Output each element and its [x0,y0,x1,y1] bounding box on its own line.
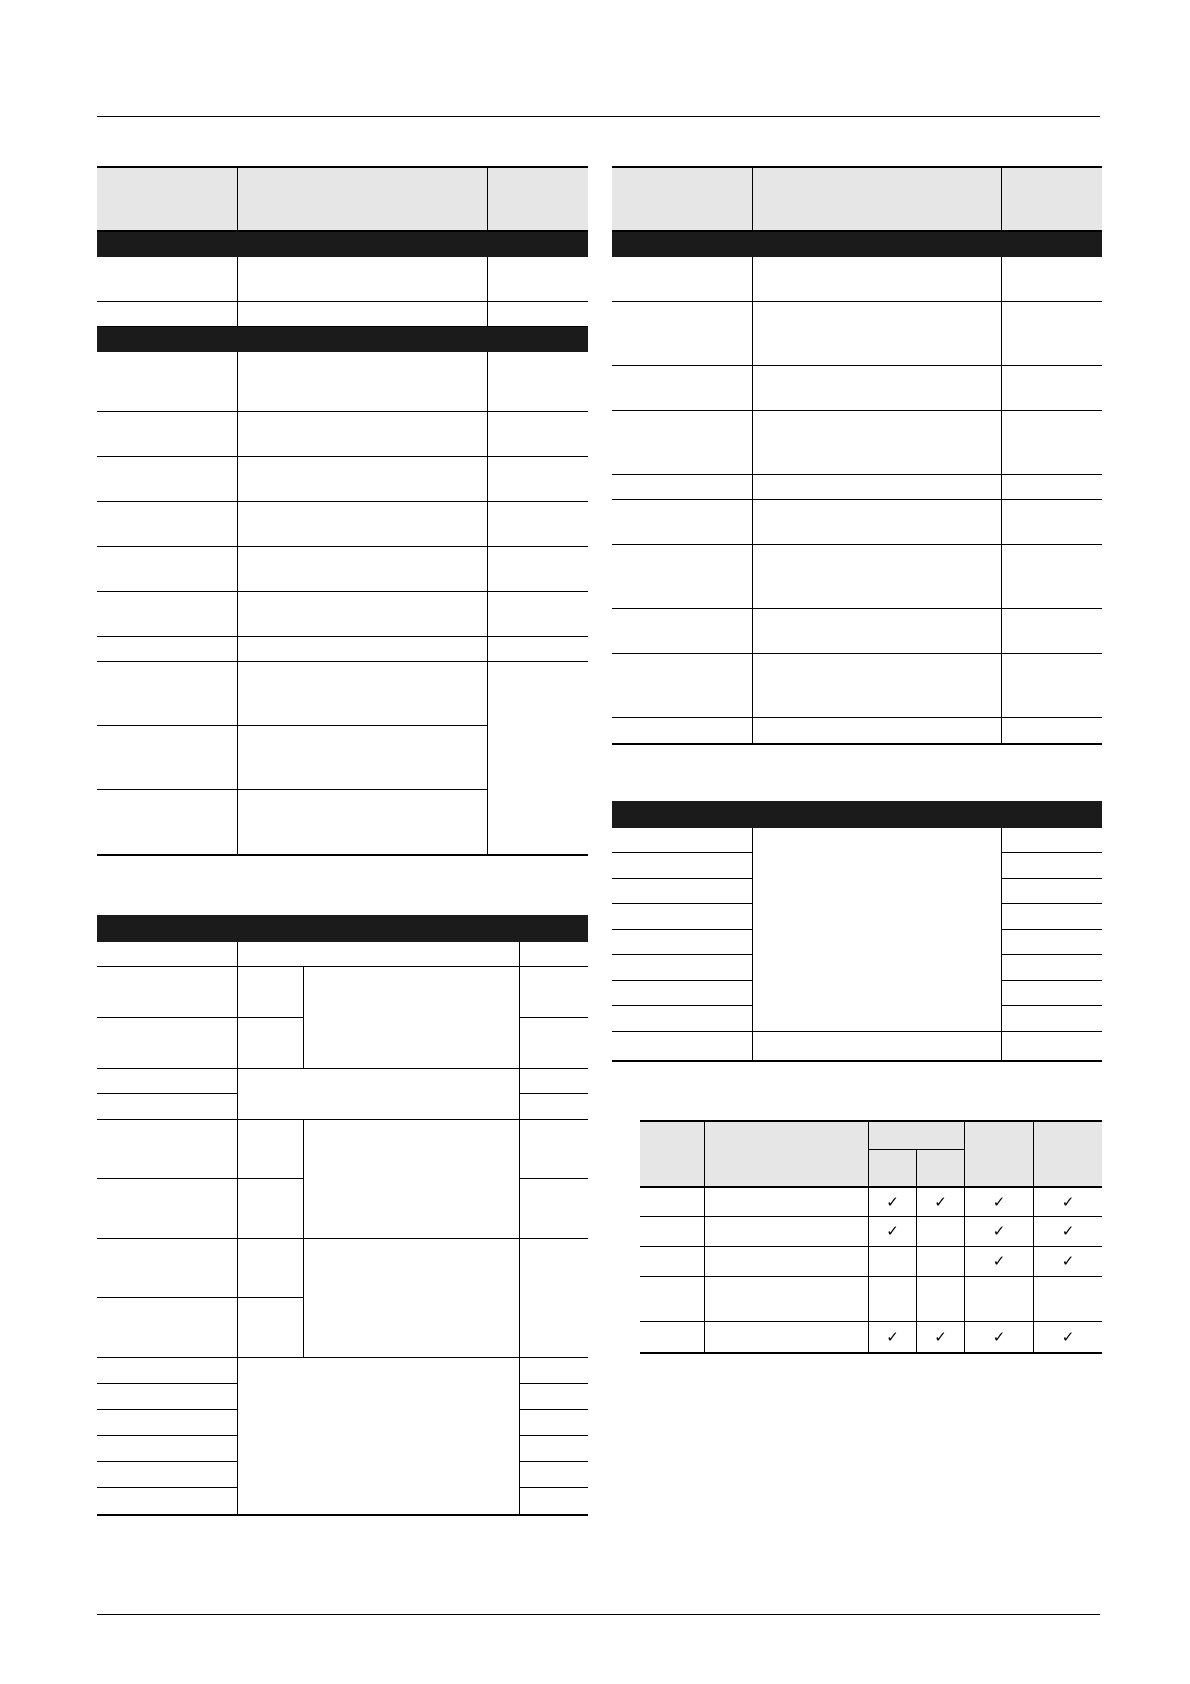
check-cell: ✓ [1034,1247,1102,1277]
table-cell [97,457,238,502]
section-band [612,801,1102,828]
check-cell [869,1277,917,1322]
table-cell [520,1094,588,1120]
footer-rule [97,1614,1100,1615]
table-cell [612,981,753,1006]
table-cell [520,1436,588,1462]
check-cell [917,1277,965,1322]
table-cell [640,1322,705,1352]
merged-cell [304,967,520,1069]
check-cell: ✓ [869,1217,917,1247]
column-header [1002,168,1102,232]
table-cell [1002,1032,1102,1060]
table-cell [612,475,753,500]
table-cell [488,412,588,457]
check-cell: ✓ [965,1322,1034,1352]
table-cell [753,411,1002,475]
merged-cell [304,1120,520,1239]
table-cell [488,302,588,327]
table-cell [1002,930,1102,955]
table-cell [238,502,488,547]
table-cell [520,942,588,967]
check-cell: ✓ [1034,1188,1102,1217]
table-cell [520,1018,588,1069]
table-cell [238,967,304,1018]
table-cell [488,457,588,502]
table-cell [97,726,238,790]
table-cell [97,257,238,302]
table-cell [97,942,238,967]
table-cell [1002,981,1102,1006]
table-cell [97,790,238,854]
merged-cell [238,1358,520,1514]
table-cell [612,930,753,955]
table-cell [97,1239,238,1298]
column-header [488,168,588,232]
table-cell [612,545,753,609]
table-cell [488,257,588,302]
check-cell [965,1277,1034,1322]
merged-cell [238,1069,520,1120]
table-cell [705,1322,869,1352]
column-group-header [869,1122,965,1150]
check-cell: ✓ [1061,1328,1075,1346]
table-cell [238,790,488,854]
table-cell [753,475,1002,500]
table-cell [238,592,488,637]
table-cell [705,1247,869,1277]
table-cell [97,1462,238,1488]
table-cell [238,1298,304,1358]
table-cell [612,955,753,981]
table-cell [520,1410,588,1436]
table-cell [488,352,588,412]
table-cell [612,366,753,411]
table-cell [97,1069,238,1094]
table-cell [1002,718,1102,743]
column-subheader [869,1150,917,1188]
section-band [97,327,588,352]
merged-cell [488,662,588,854]
column-header [612,168,753,232]
table-cell [612,904,753,930]
table-cell [1002,955,1102,981]
table-cell [1002,1006,1102,1032]
table-cell [612,1006,753,1032]
check-cell [917,1247,965,1277]
check-cell: ✓ [965,1247,1034,1277]
table-cell [97,352,238,412]
table-cell [97,1018,238,1069]
column-header [965,1122,1034,1188]
table-cell [640,1217,705,1247]
table-cell [705,1217,869,1247]
table-cell [705,1277,869,1322]
check-cell: ✓ [917,1322,965,1352]
table-cell [640,1188,705,1217]
table-cell [97,1358,238,1384]
merged-cell [520,1239,588,1358]
table-bottom-left [97,915,588,1516]
table-cell [1002,411,1102,475]
table-cell [1002,609,1102,654]
table-cell [238,547,488,592]
table-cell [1002,545,1102,609]
section-band [97,915,588,942]
table-cell [97,502,238,547]
table-cell [238,662,488,726]
table-cell [488,502,588,547]
table-cell [238,942,520,967]
table-cell [238,1179,304,1239]
table-cell [520,967,588,1018]
table-cell [753,366,1002,411]
table-cell [612,411,753,475]
table-cell [97,592,238,637]
table-cell [520,1358,588,1384]
table-cell [238,1018,304,1069]
table-cell [238,1239,304,1298]
check-cell: ✓ [965,1188,1034,1217]
table-cell [1002,904,1102,930]
table-cell [612,609,753,654]
table-cell [238,637,488,662]
table-cell [520,1488,588,1514]
table-cell [753,257,1002,302]
table-cell [612,853,753,879]
column-header [753,168,1002,232]
check-cell: ✓ [917,1188,965,1217]
table-cell [1002,475,1102,500]
table-cell [520,1179,588,1239]
table-cell [97,412,238,457]
table-cell [1002,500,1102,545]
table-cell [753,654,1002,718]
table-cell [97,1384,238,1410]
check-cell: ✓ [1034,1217,1102,1247]
table-cell [97,967,238,1018]
table-cell [753,1032,1002,1060]
table-cell [612,718,753,743]
table-cell [97,1410,238,1436]
table-cell [753,545,1002,609]
table-cell [97,1298,238,1358]
table-cell [97,1436,238,1462]
table-cell [488,547,588,592]
table-cell [520,1462,588,1488]
table-cell [612,828,753,853]
check-cell [1034,1277,1102,1322]
table-cell [520,1069,588,1094]
table-cell [97,1488,238,1514]
check-cell [917,1217,965,1247]
check-cell: ✓ [869,1188,917,1217]
section-band [97,232,588,257]
header-rule [97,116,1100,117]
table-cell [238,726,488,790]
table-top-left [97,166,588,856]
table-cell [1002,879,1102,904]
table-cell [612,500,753,545]
table-cell [753,609,1002,654]
table-bottom-right [640,1120,1102,1354]
table-cell [640,1247,705,1277]
table-cell [97,302,238,327]
table-cell [488,592,588,637]
table-cell [238,457,488,502]
check-cell: ✓ [869,1322,917,1352]
merged-cell [304,1239,520,1358]
table-cell [488,637,588,662]
check-cell [869,1247,917,1277]
table-cell [753,718,1002,743]
table-cell [520,1120,588,1179]
table-cell [238,1120,304,1179]
table-middle-right [612,801,1102,1062]
table-cell [238,412,488,457]
table-cell [1002,302,1102,366]
table-cell [1002,654,1102,718]
table-cell [1002,257,1102,302]
table-cell [1002,853,1102,879]
table-cell [612,257,753,302]
table-cell [97,1179,238,1239]
column-header [97,168,238,232]
table-cell [1002,828,1102,853]
section-band [612,232,1102,257]
table-cell [97,1094,238,1120]
column-header [640,1122,705,1188]
table-cell [97,662,238,726]
table-cell [612,302,753,366]
table-cell [238,352,488,412]
merged-cell [753,828,1002,1032]
table-top-right [612,166,1102,745]
table-cell [753,302,1002,366]
table-cell [612,879,753,904]
column-header [705,1122,869,1188]
table-cell [612,1032,753,1060]
column-header [238,168,488,232]
table-cell [705,1188,869,1217]
column-header [1034,1122,1102,1188]
table-cell [97,547,238,592]
table-cell [612,654,753,718]
table-cell [640,1277,705,1322]
table-cell [753,500,1002,545]
table-cell [520,1384,588,1410]
table-cell [97,637,238,662]
table-cell [238,302,488,327]
table-cell [238,257,488,302]
table-cell [1002,366,1102,411]
check-cell: ✓ [965,1217,1034,1247]
table-cell [97,1120,238,1179]
column-subheader [917,1150,965,1188]
